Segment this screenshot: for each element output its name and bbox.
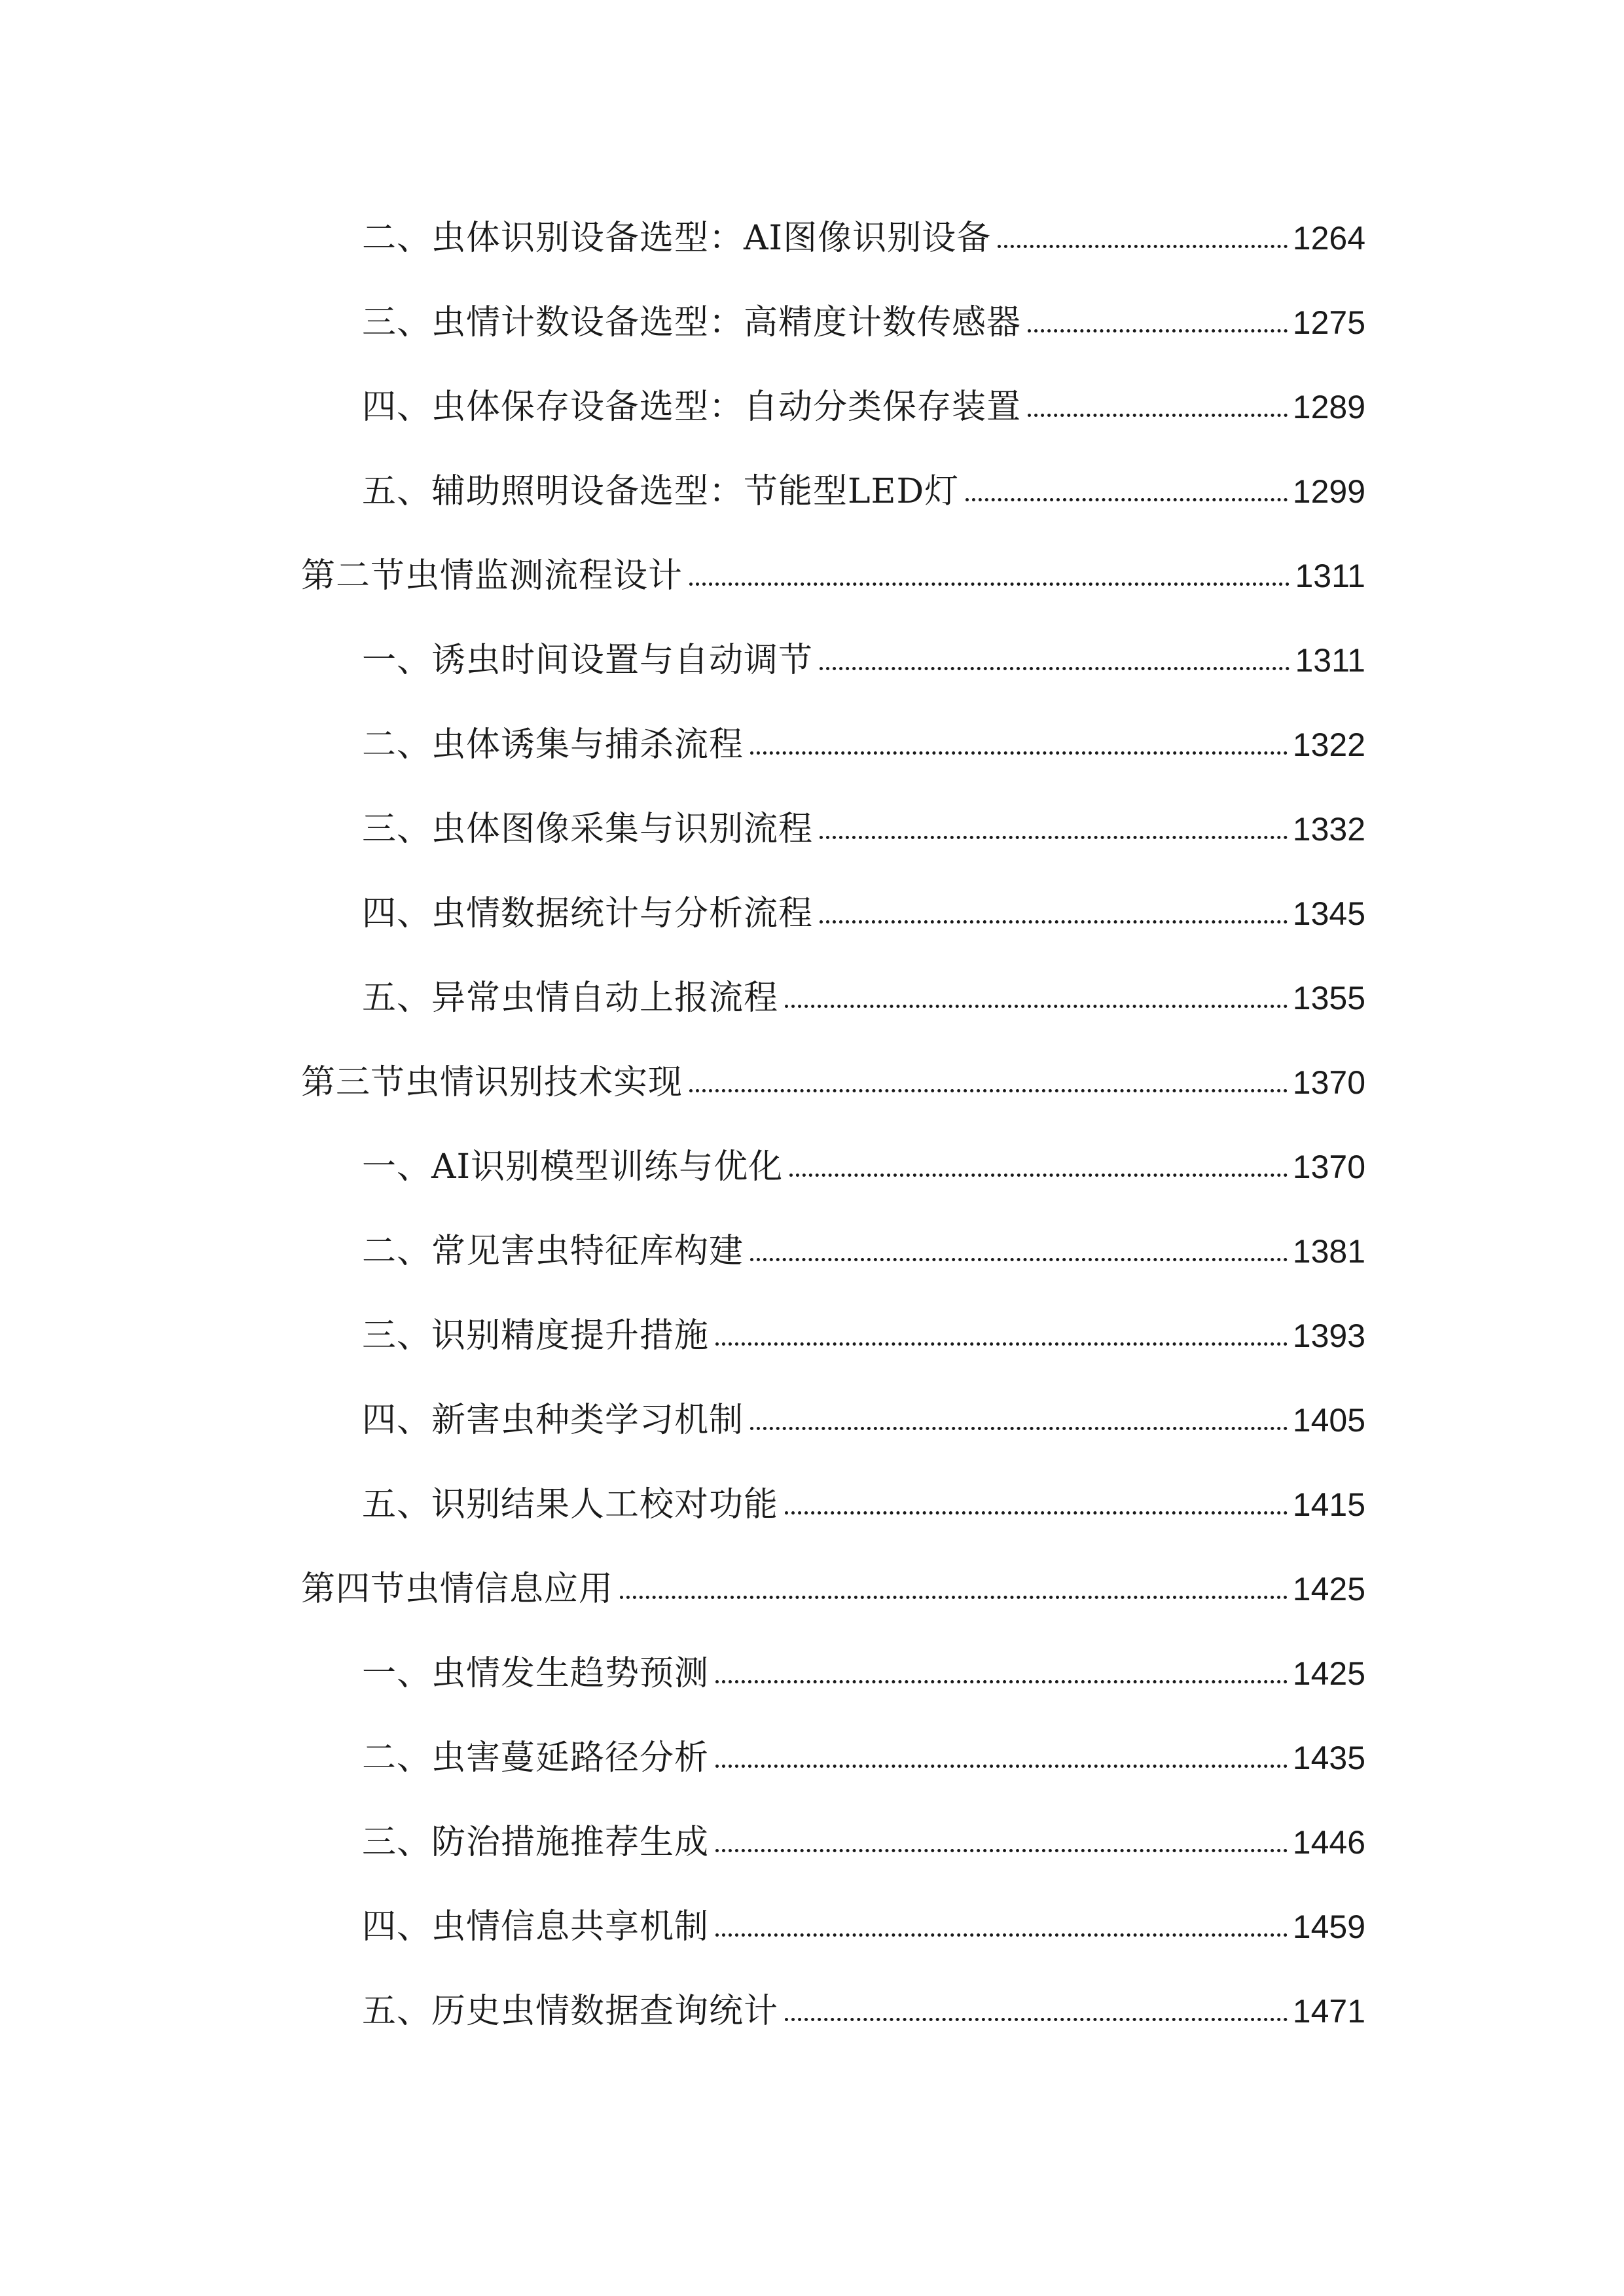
toc-entry[interactable] [362, 296, 1365, 349]
toc-dot-leader [750, 1427, 1288, 1430]
toc-entry-page: 1322 [1292, 726, 1365, 763]
toc-entry-title: 五、识别结果人工校对功能 [362, 1485, 779, 1524]
toc-entry-title: 三、识别精度提升措施 [362, 1316, 710, 1355]
toc-entry[interactable] [362, 1732, 1365, 1784]
toc-entry[interactable] [362, 803, 1365, 855]
toc-dot-leader [689, 1089, 1288, 1092]
toc-entry-page: 1264 [1292, 220, 1365, 257]
toc-entry-title: 五、异常虫情自动上报流程 [362, 978, 779, 1018]
toc-entry-page: 1459 [1292, 1909, 1365, 1945]
toc-entry[interactable] [362, 719, 1365, 771]
toc-entry-page: 1345 [1292, 895, 1365, 932]
toc-entry-page: 1370 [1292, 1149, 1365, 1185]
toc-dot-leader [820, 836, 1288, 839]
toc-entry-page: 1289 [1292, 389, 1365, 425]
toc-entry-title: 四、新害虫种类学习机制 [362, 1401, 744, 1440]
toc-entry-title: 三、虫体图像采集与识别流程 [362, 810, 814, 849]
toc-entry-page: 1471 [1292, 1993, 1365, 2030]
toc-entry[interactable] [362, 972, 1365, 1024]
toc-entry-title: 五、历史虫情数据查询统计 [362, 1992, 779, 2031]
toc-entry[interactable] [362, 465, 1365, 518]
toc-entry-title: 一、虫情发生趋势预测 [362, 1654, 710, 1693]
toc-entry-page: 1299 [1292, 473, 1365, 510]
toc-entry-page: 1405 [1292, 1402, 1365, 1439]
toc-dot-leader [715, 1680, 1288, 1683]
toc-entry[interactable] [362, 634, 1365, 687]
toc-entry[interactable] [362, 1816, 1365, 1869]
toc-entry-page: 1415 [1292, 1486, 1365, 1523]
toc-entry[interactable] [362, 1985, 1365, 2037]
toc-entry-page: 1381 [1292, 1233, 1365, 1270]
toc-dot-leader [689, 583, 1290, 586]
toc-entry[interactable] [362, 1479, 1365, 1531]
toc-entry-title: 五、辅助照明设备选型：节能型LED灯 [362, 472, 960, 511]
toc-entry-title: 一、AI识别模型训练与优化 [362, 1147, 784, 1187]
toc-entry[interactable] [362, 212, 1365, 264]
toc-entry-page: 1370 [1292, 1064, 1365, 1101]
toc-entry-page: 1446 [1292, 1824, 1365, 1861]
toc-dot-leader [620, 1596, 1288, 1599]
toc-entry-page: 1425 [1292, 1655, 1365, 1692]
toc-dot-leader [715, 1765, 1288, 1768]
toc-entry-title: 第二节虫情监测流程设计 [301, 556, 683, 596]
toc-entry-title: 一、诱虫时间设置与自动调节 [362, 641, 814, 680]
toc-dot-leader [965, 498, 1288, 501]
toc-entry-page: 1332 [1292, 811, 1365, 848]
toc-entry-title: 第三节虫情识别技术实现 [301, 1063, 683, 1102]
toc-entry[interactable] [362, 1901, 1365, 1953]
toc-dot-leader [785, 2018, 1288, 2021]
toc-entry-title: 二、虫害蔓延路径分析 [362, 1738, 710, 1778]
toc-dot-leader [715, 1933, 1288, 1937]
toc-entry[interactable] [362, 1225, 1365, 1278]
toc-entry[interactable] [362, 888, 1365, 940]
toc-entry-page: 1393 [1292, 1318, 1365, 1354]
toc-dot-leader [1028, 329, 1288, 332]
toc-entry-title: 三、虫情计数设备选型：高精度计数传感器 [362, 303, 1022, 342]
toc-entry[interactable] [362, 381, 1365, 433]
toc-dot-leader [1028, 414, 1288, 417]
toc-dot-leader [750, 1258, 1288, 1261]
toc-entry-page: 1425 [1292, 1571, 1365, 1607]
toc-entry-title: 第四节虫情信息应用 [301, 1570, 614, 1609]
toc-entry-page: 1311 [1295, 642, 1365, 679]
toc-dot-leader [820, 920, 1288, 924]
toc-entry-title: 四、虫体保存设备选型：自动分类保存装置 [362, 387, 1022, 427]
toc-dot-leader [820, 667, 1290, 670]
toc-entry-title: 二、常见害虫特征库构建 [362, 1232, 744, 1271]
toc-dot-leader [785, 1511, 1288, 1515]
toc-dot-leader [715, 1849, 1288, 1852]
toc-entry-page: 1355 [1292, 980, 1365, 1016]
toc-section-entry[interactable] [301, 550, 1365, 602]
toc-entry-page: 1435 [1292, 1740, 1365, 1776]
toc-entry[interactable] [362, 1647, 1365, 1700]
toc-entry-title: 二、虫体识别设备选型：AI图像识别设备 [362, 219, 992, 258]
toc-dot-leader [715, 1342, 1288, 1346]
toc-section-entry[interactable] [301, 1563, 1365, 1615]
toc-entry-title: 二、虫体诱集与捕杀流程 [362, 725, 744, 764]
toc-dot-leader [789, 1174, 1288, 1177]
toc-dot-leader [750, 751, 1288, 755]
toc-entry-page: 1275 [1292, 304, 1365, 341]
toc-entry[interactable] [362, 1141, 1365, 1193]
toc-entry-title: 四、虫情信息共享机制 [362, 1907, 710, 1946]
toc-dot-leader [785, 1005, 1288, 1008]
toc-entry-title: 三、防治措施推荐生成 [362, 1823, 710, 1862]
toc-entry[interactable] [362, 1394, 1365, 1446]
toc-entry[interactable] [362, 1310, 1365, 1362]
toc-entry-title: 四、虫情数据统计与分析流程 [362, 894, 814, 933]
toc-entry-page: 1311 [1295, 558, 1365, 594]
toc-dot-leader [998, 245, 1288, 248]
toc-section-entry[interactable] [301, 1056, 1365, 1109]
